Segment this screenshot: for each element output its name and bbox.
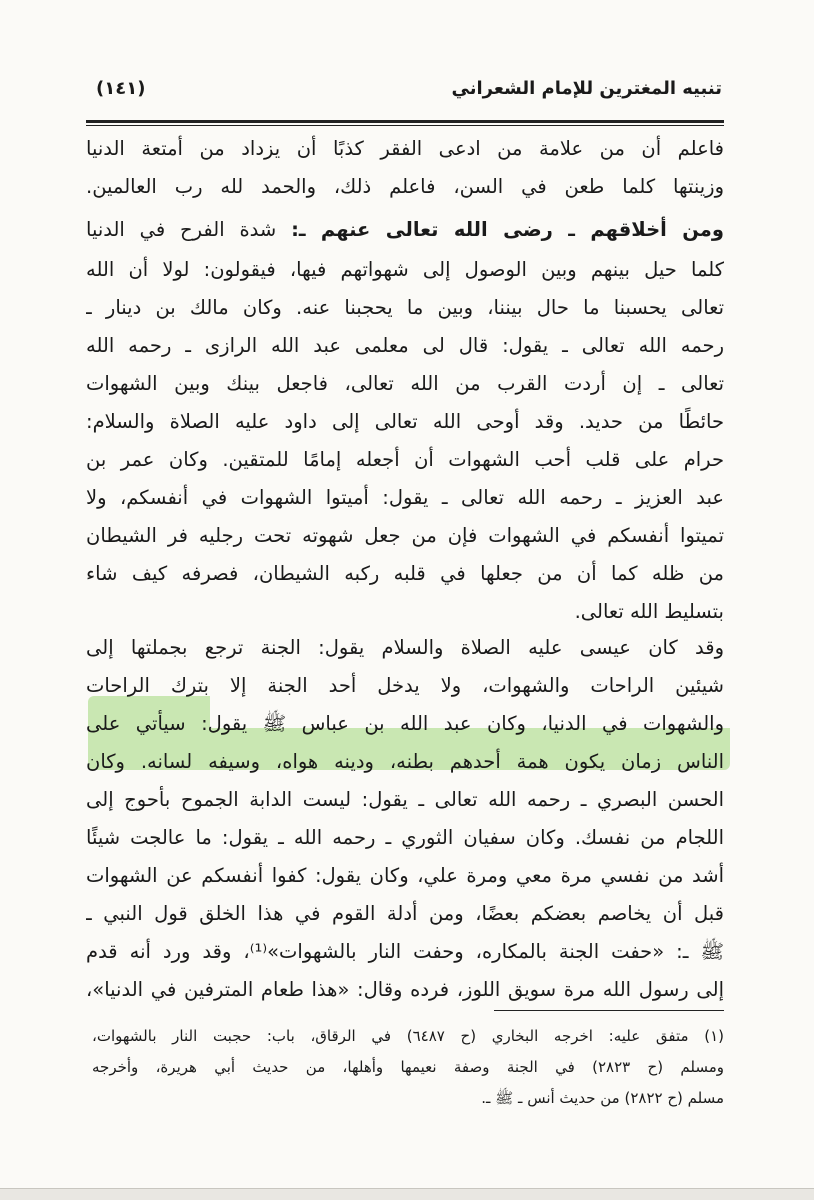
text-line: تعالى يحسبنا ما حال بيننا، وبين ما يحجبنا عنه. وكان مالك بن دينار ـ	[86, 296, 724, 319]
footnote-rule	[494, 1010, 724, 1011]
footnote-line: (١) متفق عليه: اخرجه البخاري (ح ٦٤٨٧) في الرقاق، باب: حجبت النار بالشهوات،	[92, 1027, 724, 1045]
text-line: وزينتها كلما طعن في السن، فاعلم ذلك، والحمد لله رب العالمين.	[86, 175, 724, 198]
text-line: ﷺ ـ: «حفت الجنة بالمكاره، وحفت النار بالشهوات»⁽¹⁾، وقد ورد أنه قدم	[86, 940, 724, 963]
text-line: والشهوات في الدنيا، وكان عبد الله بن عباس ﷺ يقول: سيأتي على	[86, 712, 724, 735]
footnote-line: ومسلم (ح ٢٨٢٣) في الجنة وصفة نعيمها وأهلها، من حديث أبي هريرة، وأخرجه	[92, 1058, 724, 1076]
text-line: حرام على قلب أحب الشهوات أن أجعله إمامًا للمتقين. وكان عمر بن	[86, 448, 724, 471]
text-line: تميتوا أنفسكم في الشهوات فإن من جعل شهوته تحت رجليه فر الشيطان	[86, 524, 724, 547]
text-line: رحمه الله تعالى ـ يقول: قال لى معلمى عبد الله الرازى ـ رحمه الله	[86, 334, 724, 357]
text-line-heading	[86, 208, 724, 252]
text-line: قبل أن يخاصم بعضكم بعضًا، ومن أدلة القوم في هذا الخلق قول النبي ـ	[86, 902, 724, 925]
text-line: إلى رسول الله مرة سويق اللوز، فرده وقال: «هذا طعام المترفين في الدنيا»،	[86, 978, 724, 1001]
running-title: تنبيه المغترين للإمام الشعراني	[451, 78, 722, 99]
heading-continuation: شدة الفرح في الدنيا	[86, 218, 277, 241]
text-line: فاعلم أن من علامة من ادعى الفقر كذبًا أن يزداد من أمتعة الدنيا	[86, 137, 724, 160]
scan-bottom-edge	[0, 1188, 814, 1200]
text-line: بتسليط الله تعالى.	[574, 600, 724, 623]
text-line: تعالى ـ إن أردت القرب من الله تعالى، فاجعل بينك وبين الشهوات	[86, 372, 724, 395]
section-heading: ومن أخلاقهم ـ رضى الله تعالى عنهم ـ:	[291, 218, 724, 241]
text-line: كلما حيل بينهم وبين الوصول إلى شهواتهم فيها، فيقولون: لولا أن الله	[86, 258, 724, 281]
text-line: شيئين الراحات والشهوات، ولا يدخل أحد الجنة إلا بترك الراحات	[86, 674, 724, 697]
text-line: عبد العزيز ـ رحمه الله تعالى ـ يقول: أميتوا الشهوات في أنفسكم، ولا	[86, 486, 724, 509]
page-number: (١٤١)	[96, 78, 146, 99]
text-line: أشد من نفسي مرة معي ومرة علي، وكان يقول: كفوا أنفسكم عن الشهوات	[86, 864, 724, 887]
text-line: الناس زمان يكون همة أحدهم بطنه، ودينه هواه، وسيفه لسانه. وكان	[86, 750, 724, 773]
text-line: الحسن البصري ـ رحمه الله تعالى ـ يقول: ليست الدابة الجموح بأحوج إلى	[86, 788, 724, 811]
text-line: وقد كان عيسى عليه الصلاة والسلام يقول: الجنة ترجع بجملتها إلى	[86, 636, 724, 659]
text-line: حائطًا من حديد. وقد أوحى الله تعالى إلى داود عليه الصلاة والسلام:	[86, 410, 724, 433]
footnote-line: مسلم (ح ٢٨٢٢) من حديث أنس ـ ﷺ ـ.	[481, 1089, 724, 1107]
text-line: اللجام من نفسك. وكان سفيان الثوري ـ رحمه الله ـ يقول: ما عالجت شيئًا	[86, 826, 724, 849]
text-line: من ظله كما أن من جعلها في قلبه ركبه الشيطان، فصرفه كيف شاء	[86, 562, 724, 585]
